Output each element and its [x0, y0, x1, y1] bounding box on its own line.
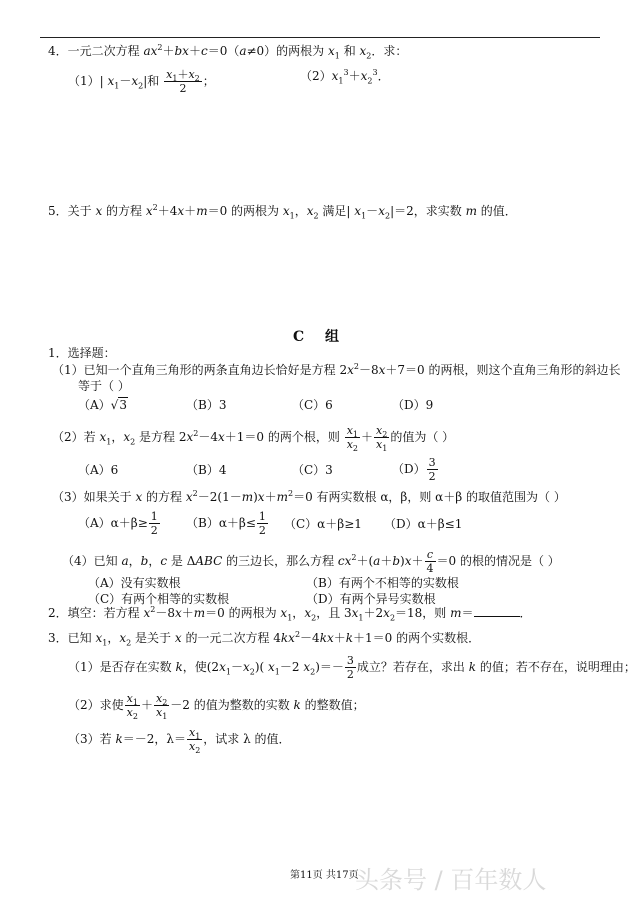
c1-s1-line2: 等于（ ） — [78, 379, 130, 393]
q4-part1: （1）| $x_1-x_2|$和 $\frac{x_1+x_2}{2}$ ； — [68, 68, 215, 95]
c1-s4-option-c: （C）有两个相等的实数根 — [88, 592, 230, 606]
c1-s3-stem: （3）如果关于 x 的方程 $x^2-2(1-m)x+m^2=0$ 有两实数根 α，β，则 α＋β 的取值范围为（ ） — [52, 489, 566, 504]
q4-part2: $(2)x_1^3+x_2^3$． — [300, 68, 390, 86]
c1-s4-option-a: （A）没有实数根 — [88, 576, 181, 590]
c1-s4-option-d: （D）有两个异号实数根 — [306, 592, 436, 606]
c1-s2-stem: （2）若 $x_1$，$x_2$ 是方程 $2x^2-4x+1=0$ 的两个根，则 $\frac{x_1}{x_2}$ ＋ $\frac{x_2}{x_1}$ 的值为（ ） — [52, 424, 455, 454]
group-title: C 组 — [292, 329, 348, 345]
c1-s3-option-a: （A）α＋β≥ $\frac{1}{2}$ — [78, 510, 158, 537]
c1-s2-option-a: （A）6 — [78, 463, 119, 477]
q5: 5．关于 x 的方程 $x^2+4x+m=0$ 的两根为 $x_1$，$x_2$ 满足| $x_1-x_2|=2$，求实数 m 的值． — [48, 203, 517, 221]
c1-s1-option-a: （A）√3 — [78, 398, 127, 412]
c1-s2-option-c: （C）3 — [292, 463, 333, 477]
page-footer: 第11页 共17页 — [290, 870, 359, 881]
c1-s3-option-b: （B）α＋β≤ $\frac{1}{2}$ — [186, 510, 266, 537]
c1-s2-option-b: （B）4 — [186, 463, 227, 477]
c1-s1-line1: （1）已知一个直角三角形的两条直角边长恰好是方程 $2x^2-8x+7=0$ 的两根，则这个直角三角形的斜边长 — [52, 362, 621, 377]
c3-part1: （1）是否存在实数 k，使$(2x_1-x_2)$( $x_1-2$ $x_2)=-$ $\frac{3}{2}$ 成立？若存在，求出 k 的值；若不存在，说明理由； — [68, 654, 636, 681]
c1-title: 1．选择题： — [48, 346, 116, 360]
c1-s4-option-b: （B）有两个不相等的实数根 — [306, 576, 459, 590]
watermark: 头条号 / 百年数人 — [355, 866, 547, 894]
c1-s1-option-c: （C）6 — [292, 398, 333, 412]
c1-s3-option-c: （C）α＋β≥1 — [284, 517, 362, 531]
c1-s1-option-b: （B）3 — [186, 398, 227, 412]
c3-part3: （3）若 k＝－2，λ＝ $\frac{x_1}{x_2}$ ，试求 λ 的值． — [68, 726, 291, 756]
c1-s4-stem: （4）已知 a，b，c 是 ΔABC 的三边长，那么方程 $cx^2+(a+b)x+$ $\frac{c}{4}$ ＝0 的根的情况是（ ） — [62, 548, 560, 575]
q4-stem: 4．一元二次方程 $ax^2+bx+c=0(a\ne 0)$的两根为 $x_1$ 和 $x_2$．求： — [48, 43, 408, 61]
c1-s2-option-d: （D） $\frac{3}{2}$ — [392, 456, 436, 483]
header-rule — [40, 37, 600, 38]
c3-stem: 3．已知 $x_1$，$x_2$ 是关于 x 的一元二次方程 $4kx^2-4kx+k+1=0$ 的两个实数根． — [48, 630, 481, 648]
c2: 2．填空：若方程 $x^2-8x+m=0$ 的两根为 $x_1$，$x_2$，且 $3x_1+2x_2=18$，则 m＝ ． — [48, 605, 532, 623]
c1-s1-option-d: （D）9 — [392, 398, 434, 412]
c1-s3-option-d: （D）α＋β≤1 — [384, 517, 463, 531]
c3-part2: （2）求使 $\frac{x_1}{x_2}$ ＋ $\frac{x_2}{x_1}$ －2 的值为整数的实数 k 的整数值； — [68, 692, 365, 722]
